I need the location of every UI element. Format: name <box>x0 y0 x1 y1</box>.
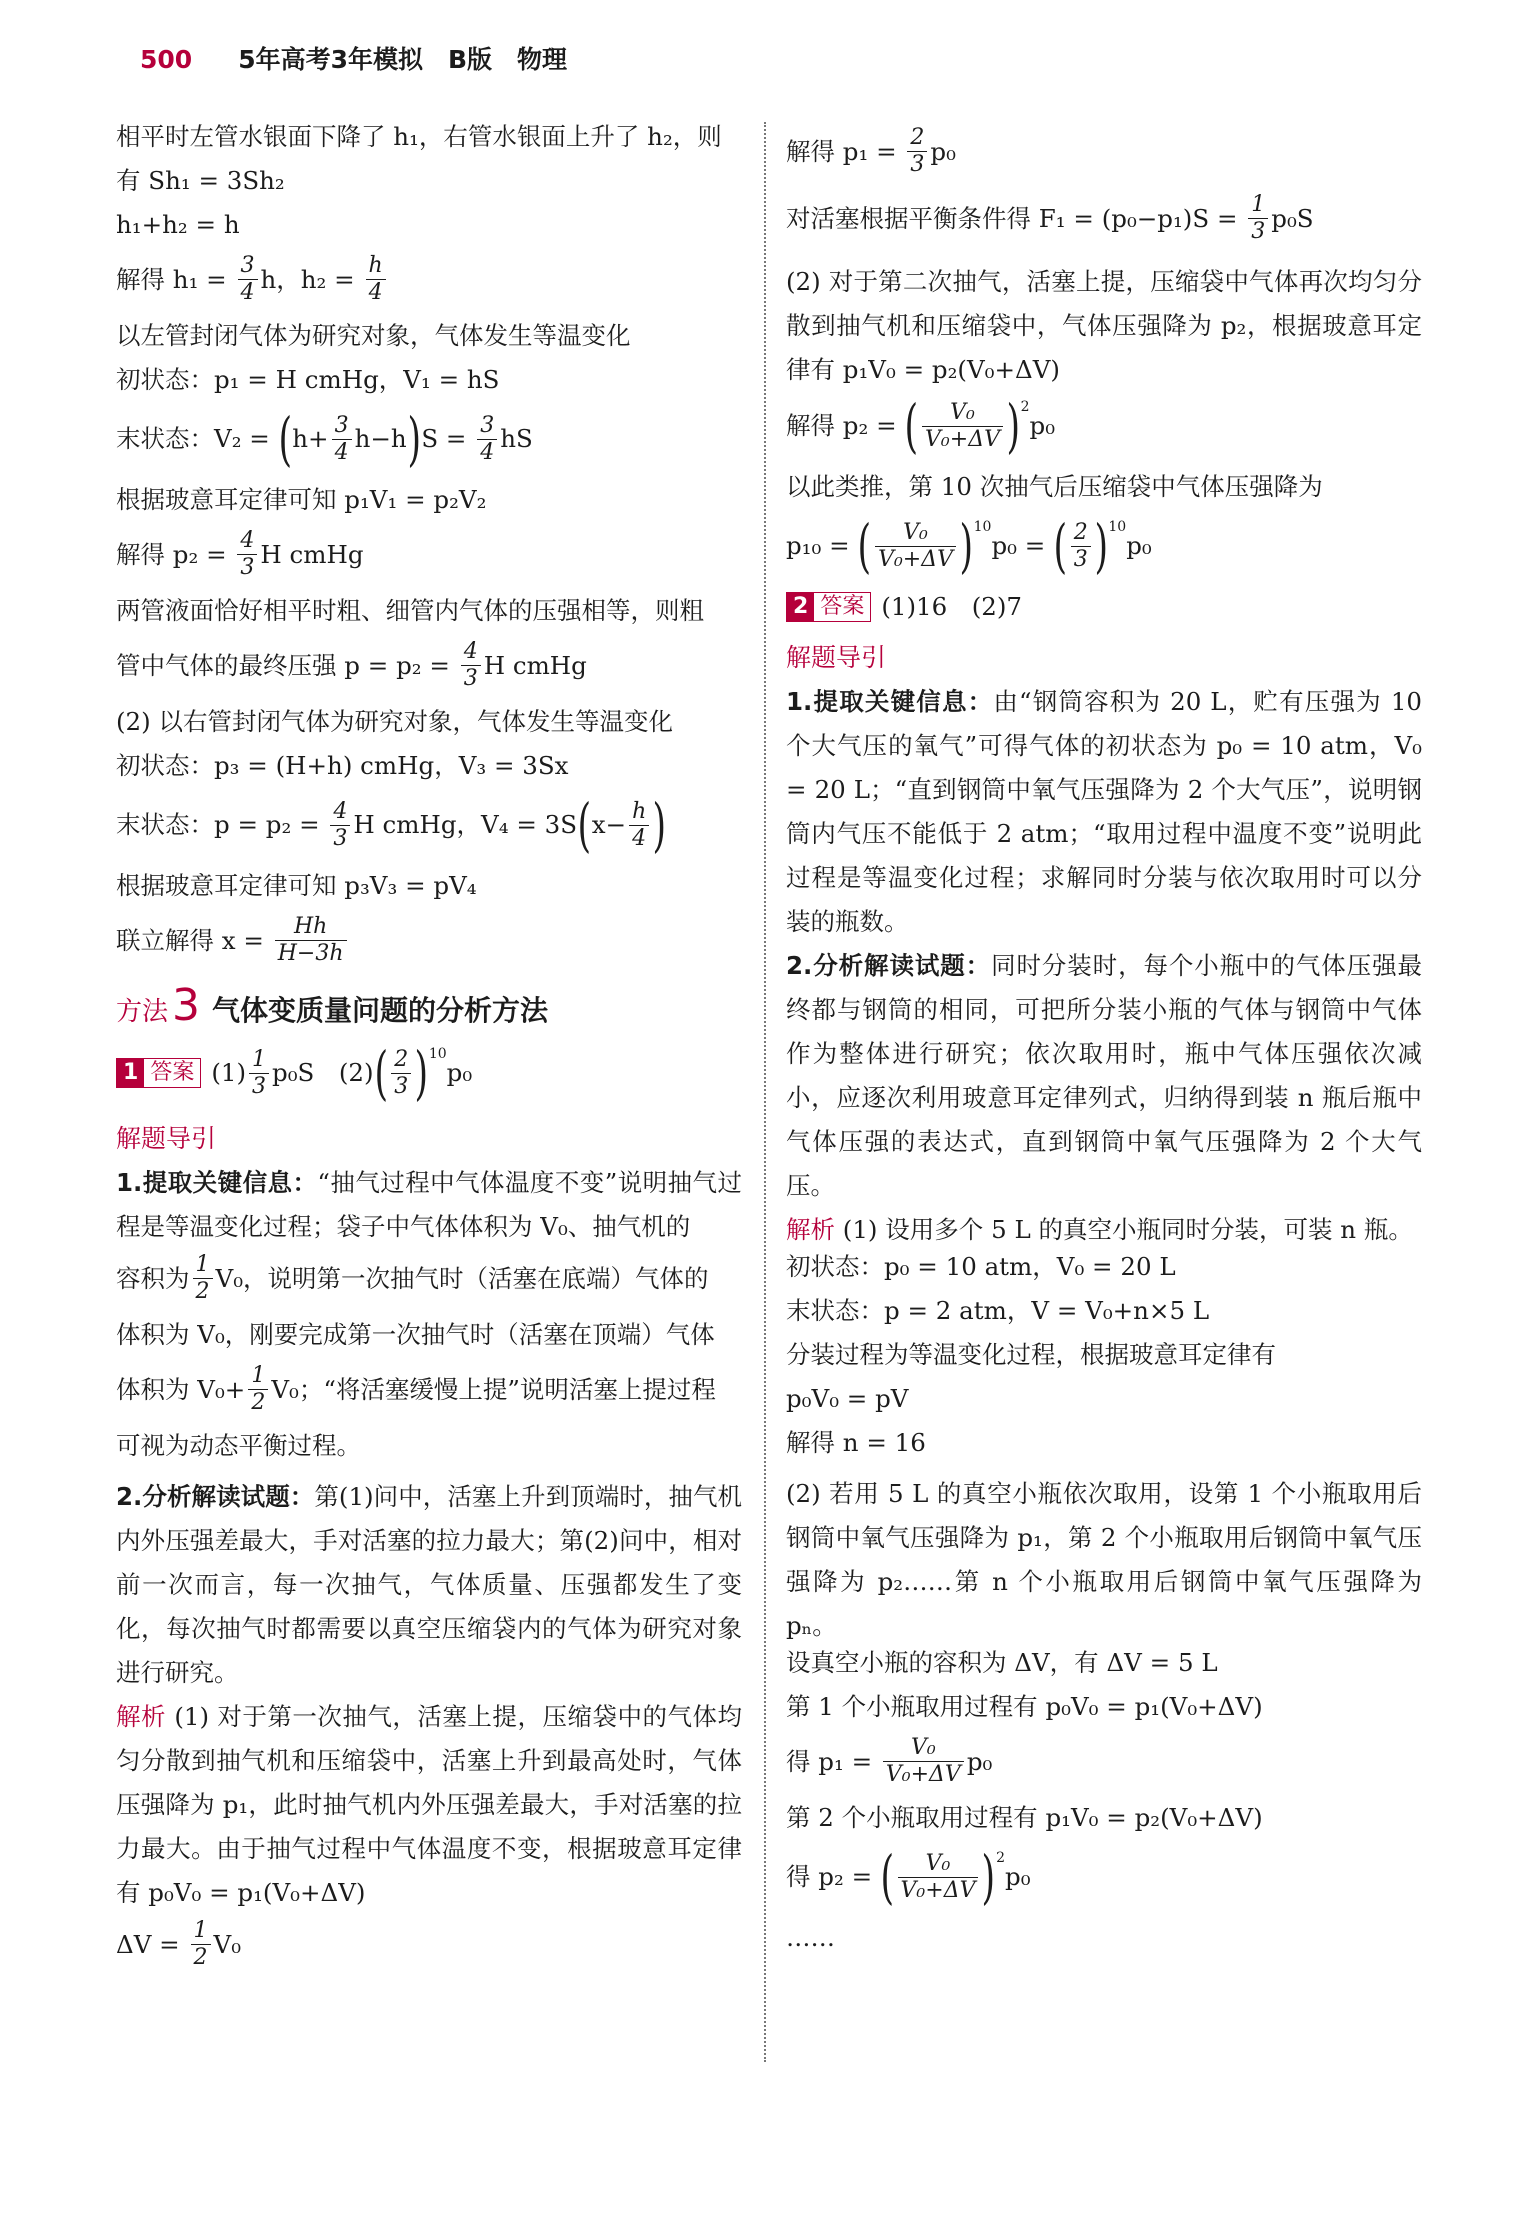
math-line <box>116 529 742 580</box>
denominator: V₀+ΔV <box>922 426 1003 452</box>
math-line <box>116 791 742 859</box>
math-text: 解得 p₂ = <box>116 539 235 569</box>
left-paren: ( <box>1053 512 1068 580</box>
text-line: 可视为动态平衡过程。 <box>116 1431 361 1460</box>
math-text: H cmHg <box>483 650 587 680</box>
analysis-label: 解析 <box>786 1215 835 1244</box>
paragraph-text: (1) 设用多个 5 L 的真空小瓶同时分装，可装 n 瓶。 <box>835 1215 1413 1244</box>
math-text: p₀ <box>446 1058 473 1087</box>
method-tag: 方法 <box>116 997 169 1027</box>
exponent: 10 <box>1108 519 1127 535</box>
numerator: 3 <box>480 412 495 438</box>
fraction <box>461 640 481 691</box>
math-text: 解得 h₁ = <box>116 264 235 294</box>
text-line: 有 Sh₁ = 3Sh₂ <box>116 166 285 195</box>
badge-number: 1 <box>117 1059 144 1087</box>
math-text: 解得 p₁ = <box>786 136 905 166</box>
fraction <box>237 529 257 580</box>
text-line: p₀V₀ = pV <box>786 1384 909 1413</box>
math-text: h−h <box>354 424 407 453</box>
text-line: 分装过程为等温变化过程，根据玻意耳定律有 <box>786 1340 1276 1369</box>
fraction <box>365 254 385 305</box>
math-text: (1) <box>211 1058 247 1087</box>
fraction <box>883 1736 964 1787</box>
right-paren: ) <box>414 1039 429 1107</box>
math-text: x− <box>591 810 627 839</box>
math-line <box>116 640 742 691</box>
fraction <box>875 521 956 572</box>
denominator: 3 <box>461 665 481 691</box>
paragraph-label: 2.分析解读试题： <box>116 1482 315 1511</box>
paragraph-label: 2.分析解读试题： <box>786 951 992 980</box>
badge-label: 答案 <box>820 594 865 619</box>
fraction <box>922 401 1003 452</box>
math-text: p₀ <box>1126 531 1152 560</box>
math-text: 得 p₁ = <box>786 1746 880 1776</box>
math-line <box>786 392 1422 460</box>
math-line <box>116 254 742 305</box>
right-paren: ) <box>652 791 667 859</box>
denominator: 3 <box>1071 546 1091 572</box>
paragraph <box>116 1161 742 1249</box>
exponent: 10 <box>428 1046 447 1062</box>
right-paren: ) <box>1094 512 1108 580</box>
numerator: 1 <box>195 1252 210 1277</box>
math-text: p₀ = <box>991 531 1054 560</box>
numerator: h <box>632 798 647 824</box>
numerator: 1 <box>1251 192 1266 217</box>
math-text: hS <box>500 424 533 453</box>
fraction <box>275 915 347 966</box>
fraction <box>330 800 350 851</box>
text-line: 根据玻意耳定律可知 p₃V₃ = pV₄ <box>116 871 477 900</box>
text-line: 第 1 个小瓶取用过程有 p₀V₀ = p₁(V₀+ΔV) <box>786 1692 1263 1721</box>
method-heading <box>116 980 742 1031</box>
fraction <box>898 1852 979 1903</box>
math-text: 解得 p₂ = <box>786 411 905 440</box>
paragraph: (2) 对于第二次抽气，活塞上提，压缩袋中气体再次均匀分散到抽气机和压缩袋中，气体压强降为 p₂，根据玻意耳定律有 p₁V₀ = p₂(V₀+ΔV) <box>786 267 1422 384</box>
left-paren: ( <box>904 392 919 460</box>
denominator: 4 <box>477 439 497 465</box>
math-text: h+ <box>292 424 329 453</box>
text-line: 第 2 个小瓶取用过程有 p₁V₀ = p₂(V₀+ΔV) <box>786 1803 1263 1832</box>
numerator: 1 <box>193 1918 208 1943</box>
fraction <box>248 1364 268 1415</box>
answer-badge <box>786 592 871 622</box>
math-text: H cmHg <box>260 539 364 569</box>
paragraph <box>116 1695 742 1915</box>
math-line <box>786 1736 1422 1787</box>
right-paren: ) <box>407 405 421 473</box>
exponent: 2 <box>996 1850 1006 1866</box>
guide-heading: 解题导引 <box>786 643 887 672</box>
math-line <box>116 405 742 473</box>
math-text: p₀S <box>1271 203 1314 233</box>
text-line: 相平时左管水银面下降了 h₁，右管水银面上升了 h₂，则 <box>116 122 722 151</box>
numerator: V₀ <box>925 1850 951 1876</box>
numerator: 4 <box>333 798 348 824</box>
right-paren: ) <box>1006 392 1021 460</box>
denominator: 4 <box>366 279 386 305</box>
denominator: 2 <box>191 1944 211 1970</box>
math-text: p₀S (2) <box>272 1058 374 1087</box>
math-text: p₀ <box>930 136 956 166</box>
text-line: 体积为 V₀，刚要完成第一次抽气时（活塞在顶端）气体 <box>116 1320 715 1349</box>
denominator: 2 <box>248 1389 268 1415</box>
analysis-label: 解析 <box>116 1702 167 1731</box>
answer-text: (1)16 (2)7 <box>881 592 1022 621</box>
badge-number: 2 <box>787 593 814 621</box>
paragraph: (2) 若用 5 L 的真空小瓶依次取用，设第 1 个小瓶取用后钢筒中氧气压强降为 p₁，第 2 个小瓶取用后钢筒中氧气压强降为 p₂……第 n 个小瓶取用后钢筒中氧气压强降为 pₙ。 <box>786 1479 1422 1640</box>
paragraph-label: 1.提取关键信息： <box>786 687 994 716</box>
math-line <box>786 193 1422 244</box>
badge-label: 答案 <box>150 1060 195 1085</box>
text-line: …… <box>786 1923 835 1952</box>
fraction <box>332 414 352 465</box>
text-line: 根据玻意耳定律可知 p₁V₁ = p₂V₂ <box>116 485 487 514</box>
math-text: p₀ <box>1029 411 1056 440</box>
numerator: V₀ <box>950 399 975 425</box>
denominator: 3 <box>330 825 350 851</box>
right-column <box>786 122 1422 1967</box>
math-text: p₀ <box>1005 1862 1031 1891</box>
left-paren: ( <box>374 1039 388 1107</box>
math-line <box>116 1364 742 1415</box>
fraction <box>249 1048 269 1099</box>
denominator: 2 <box>193 1278 213 1304</box>
denominator: 3 <box>1248 218 1268 244</box>
left-paren: ( <box>278 405 292 473</box>
fraction <box>391 1048 411 1099</box>
math-text: V₀；“将活塞缓慢上提”说明活塞上提过程 <box>271 1374 716 1404</box>
math-line <box>786 1843 1422 1911</box>
page-header <box>140 40 567 80</box>
text-line: 初状态：p₃ = (H+h) cmHg，V₃ = 3Sx <box>116 751 569 780</box>
math-text: 体积为 V₀+ <box>116 1374 246 1404</box>
math-line <box>116 1919 742 1970</box>
math-text: V₀，说明第一次抽气时（活塞在底端）气体的 <box>215 1263 709 1293</box>
denominator: V₀+ΔV <box>898 1877 979 1903</box>
fraction <box>1248 193 1268 244</box>
math-text: 对活塞根据平衡条件得 F₁ = (p₀−p₁)S = <box>786 203 1246 233</box>
denominator: 3 <box>391 1073 411 1099</box>
denominator: H−3h <box>275 940 347 966</box>
numerator: 1 <box>251 1363 266 1388</box>
math-line <box>786 512 1422 580</box>
right-paren: ) <box>981 1843 996 1911</box>
numerator: 3 <box>240 253 255 278</box>
text-line: 以左管封闭气体为研究对象，气体发生等温变化 <box>116 321 631 350</box>
paragraph-text: (1) 对于第一次抽气，活塞上提，压缩袋中的气体均匀分散到抽气机和压缩袋中，活塞上升到最高处时，气体压强降为 p₁，此时抽气机内外压强差最大，手对活塞的拉力最大。由于抽气过程中气体温度不变，根据玻意耳定律有 p₀V₀ = p₁(V₀+ΔV) <box>116 1702 743 1907</box>
math-text: V₀ <box>213 1929 242 1959</box>
fraction <box>907 126 927 177</box>
denominator: 4 <box>332 439 352 465</box>
paragraph <box>786 1208 1422 1252</box>
math-text: h，h₂ = <box>260 264 363 294</box>
fraction <box>191 1919 211 1970</box>
text-line: 初状态：p₀ = 10 atm，V₀ = 20 L <box>786 1252 1176 1281</box>
right-paren: ) <box>959 512 974 580</box>
denominator: 4 <box>629 825 649 851</box>
numerator: 4 <box>240 528 255 553</box>
exponent: 10 <box>973 519 992 535</box>
math-text: 末状态：p = p₂ = <box>116 810 328 839</box>
fraction <box>477 414 497 465</box>
denominator: V₀+ΔV <box>875 546 956 572</box>
numerator: h <box>368 253 383 278</box>
math-line <box>116 915 742 966</box>
math-line <box>786 126 1422 177</box>
numerator: 3 <box>334 412 349 438</box>
denominator: 3 <box>249 1073 269 1099</box>
math-text: 联立解得 x = <box>116 925 272 955</box>
fraction <box>1071 521 1091 572</box>
text-line: 设真空小瓶的容积为 ΔV，有 ΔV = 5 L <box>786 1648 1218 1677</box>
left-paren: ( <box>577 791 592 859</box>
denominator: 3 <box>907 151 927 177</box>
numerator: V₀ <box>903 519 928 545</box>
numerator: 2 <box>394 1046 409 1072</box>
exponent: 2 <box>1020 399 1030 415</box>
text-line: 解得 n = 16 <box>786 1428 926 1457</box>
text-line: (2) 以右管封闭气体为研究对象，气体发生等温变化 <box>116 707 673 736</box>
left-paren: ( <box>880 1843 895 1911</box>
paragraph-label: 1.提取关键信息： <box>116 1168 318 1197</box>
math-line <box>116 1253 742 1304</box>
column-divider <box>764 122 766 2062</box>
paragraph-text: 由“钢筒容积为 20 L，贮有压强为 10 个大气压的氧气”可得气体的初状态为 p₀ = 10 atm，V₀ = 20 L；“直到钢筒中氧气压强降为 2 个大气压”，说明钢筒内气压不能低于 2 atm；“取用过程中温度不变”说明此过程是等温变化过程；求解同时分装与依次取用时可以分装的瓶数。 <box>786 687 1422 936</box>
text-line: 两管液面恰好相平时粗、细管内气体的压强相等，则粗 <box>116 596 704 625</box>
text-line: 末状态：p = 2 atm，V = V₀+n×5 L <box>786 1296 1210 1325</box>
math-text: p₀ <box>966 1746 993 1776</box>
math-text: 得 p₂ = <box>786 1862 880 1891</box>
numerator: 2 <box>1073 519 1088 545</box>
math-text: ΔV = <box>116 1929 188 1959</box>
left-column <box>116 122 742 1986</box>
math-text: 末状态：V₂ = <box>116 424 278 453</box>
math-text: H cmHg，V₄ = 3S <box>353 810 578 839</box>
text-line: 以此类推，第 10 次抽气后压缩袋中气体压强降为 <box>786 472 1323 501</box>
paragraph <box>786 944 1422 1208</box>
answer-badge <box>116 1058 201 1088</box>
answer-line <box>116 1039 742 1107</box>
numerator: 1 <box>252 1046 267 1072</box>
numerator: 2 <box>910 125 925 150</box>
fraction <box>238 254 258 305</box>
paragraph-text: 同时分装时，每个小瓶中的气体压强最终都与钢筒的相同，可把所分装小瓶的气体与钢筒中气体作为整体进行研究；依次取用时，瓶中气体压强依次减小，应逐次利用玻意耳定律列式，归纳得到装 n 瓶后瓶中气体压强的表达式，直到钢筒中氧气压强降为 2 个大气压。 <box>786 951 1423 1200</box>
text-line: 初状态：p₁ = H cmHg，V₁ = hS <box>116 365 500 394</box>
paragraph-text: 第(1)问中，活塞上升到顶端时，抽气机内外压强差最大，手对活塞的拉力最大；第(2)问中，相对前一次而言，每一次抽气，气体质量、压强都发生了变化，每次抽气时都需要以真空压缩袋内的气体为研究对象进行研究。 <box>116 1482 743 1687</box>
guide-heading: 解题导引 <box>116 1124 217 1153</box>
page-number: 500 <box>140 45 193 74</box>
numerator: V₀ <box>911 1735 936 1760</box>
math-text: S = <box>421 424 475 453</box>
paragraph <box>116 1475 742 1695</box>
denominator: 3 <box>237 554 257 580</box>
math-text: 容积为 <box>116 1263 190 1293</box>
paragraph-text: “抽气过程中气体温度不变”说明抽气过程是等温变化过程；袋子中气体体积为 V₀、抽气机的 <box>116 1168 742 1241</box>
math-text: 管中气体的最终压强 p = p₂ = <box>116 650 458 680</box>
method-number: 3 <box>172 980 201 1031</box>
math-text: p₁₀ = <box>786 531 858 560</box>
book-title: 5年高考3年模拟 B版 物理 <box>238 45 568 74</box>
fraction <box>193 1253 213 1304</box>
denominator: 4 <box>238 279 258 305</box>
numerator: Hh <box>293 914 328 939</box>
method-title: 气体变质量问题的分析方法 <box>212 994 549 1027</box>
text-line: h₁+h₂ = h <box>116 210 240 239</box>
answer-line <box>786 592 1422 622</box>
denominator: V₀+ΔV <box>883 1761 964 1787</box>
left-paren: ( <box>857 512 872 580</box>
fraction <box>629 800 649 851</box>
paragraph <box>786 680 1422 944</box>
numerator: 4 <box>463 639 478 664</box>
